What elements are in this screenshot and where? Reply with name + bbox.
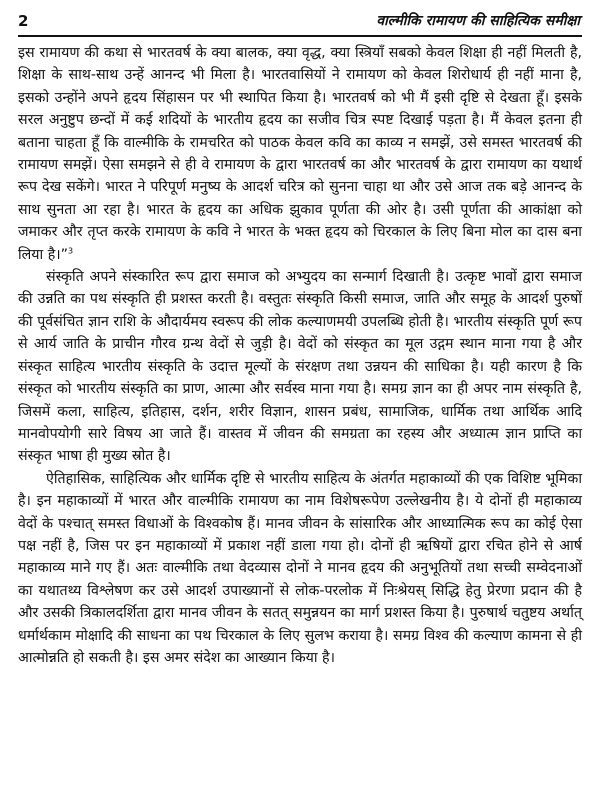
paragraph-2-text: संस्कृति अपने संस्कारित रूप द्वारा समाज को अभ्युदय का सन्मार्ग दिखाती है। उत्कृष्ट भावों द्वारा समाज की उन्नति का पथ संस्कृति ही प्रशस्त करती है। वस्तुतः संस्कृति किसी समाज, जाति और समूह के आदर्श पुरुषों की पूर्वसंचित ज्ञान राशि के औदार्यमय स्वरूप की लोक कल्याणमयी उपलब्धि होती है। भारतीय संस्कृति पूर्ण रूप से आर्य जाति के प्राचीन गौरव ग्रन्थ वेदों से जुड़ी है। वेदों को संस्कृत का मूल उद्गम स्थान माना गया है और संस्कृत साहित्य भारतीय संस्कृति के उदात्त मूल्यों के संरक्षण तथा उन्नयन की साधिका है। यही कारण है कि संस्कृत को भारतीय संस्कृति का प्राण, आत्मा और सर्वस्व माना गया है। समग्र ज्ञान का ही अपर नाम संस्कृति है, जिसमें कला, साहित्य, इतिहास, दर्शन, शरीर विज्ञान, शासन प्रबंध, सामाजिक, धार्मिक तथा आर्थिक आदि मानवोपयोगी सारे विषय आ जाते हैं। वास्तव में जीवन की समग्रता का रहस्य और अध्यात्म ज्ञान प्राप्ति का संस्कृत भाषा ही मुख्य स्रोत है। <box>18 269 582 465</box>
page-number: 2 <box>18 12 29 30</box>
footnote-reference: 3 <box>67 245 74 255</box>
header-rule <box>18 35 582 37</box>
paragraph-2 <box>18 266 582 468</box>
paragraph-3 <box>18 468 582 670</box>
paragraph-1-text: इस रामायण की कथा से भारतवर्ष के क्या बालक, क्या वृद्ध, क्या स्त्रियाँ सबको केवल शिक्षा ही नहीं मिलती है, शिक्षा के साथ-साथ उन्हें आनन्द भी मिला है। भारतवासियों ने रामायण को केवल शिरोधार्य ही नहीं माना है, इसको उन्होंने अपने हृदय सिंहासन पर भी स्थापित किया है। भारतवर्ष को भी मैं इसी दृष्टि से देखता हूँ। इसके सरल अनुष्टुप छन्दों में कई शदियों के भारतीय हृदय का सजीव चित्र स्पष्ट दिखाई पड़ता है। मैं केवल इतना ही बताना चाहता हूँ कि वाल्मीकि के रामचरित को पाठक केवल कवि का काव्य न समझें, उसे समस्त भारतवर्ष की रामायण समझें। ऐसा समझने से ही वे रामायण के द्वारा भारतवर्ष का और भारतवर्ष के द्वारा रामायण का यथार्थ रूप देख सकेंगे। भारत ने परिपूर्ण मनुष्य के आदर्श चरित्र को सुनना चाहा था और उसे आज तक बड़े आनन्द के साथ सुनता आ रहा है। भारत के हृदय का अधिक झुकाव पूर्णता की ओर है। उसी पूर्णता की आकांक्षा को जमाकर और तृप्त करके रामायण के कवि ने भारत के भक्त हृदय को चिरकाल के लिए बिना मोल का दास बना लिया है।” <box>18 45 582 263</box>
body-text <box>18 42 582 669</box>
paragraph-3-text: ऐतिहासिक, साहित्यिक और धार्मिक दृष्टि से भारतीय साहित्य के अंतर्गत महाकाव्यों की एक विशिष्ट भूमिका है। इन महाकाव्यों में भारत और वाल्मीकि रामायण का नाम विशेषरूपेण उल्लेखनीय है। ये दोनों ही महाकाव्य वेदों के पश्चात् समस्त विधाओं के विश्वकोष हैं। मानव जीवन के सांसारिक और आध्यात्मिक रूप का कोई ऐसा पक्ष नहीं है, जिस पर इन महाकाव्यों में प्रकाश नहीं डाला गया हो। दोनों ही ऋषियों द्वारा रचित होने से आर्ष महाकाव्य माने गए हैं। अतः वाल्मीकि तथा वेदव्यास दोनों ने मानव हृदय की अनुभूतियों तथा सच्ची सम्वेदनाओं का यथातथ्य विश्लेषण कर उसे आदर्श उपाख्यानों से लोक-परलोक में निःश्रेयस् सिद्धि हेतु प्रेरणा प्रदान की है और उसकी त्रिकालदर्शिता द्वारा मानव जीवन के सतत् समुन्नयन का मार्ग प्रशस्त किया है। पुरुषार्थ चतुष्टय अर्थात् धर्मार्थकाम मोक्षादि की साधना का पथ चिरकाल के लिए सुलभ कराया है। समग्र विश्व की कल्याण कामना से ही आत्मोन्नति हो सकती है। इस अमर संदेश का आख्यान किया है। <box>18 470 582 666</box>
paragraph-1 <box>18 42 582 266</box>
page-header <box>18 10 580 34</box>
running-title: वाल्मीकि रामायण की साहित्यिक समीक्षा <box>376 13 580 29</box>
